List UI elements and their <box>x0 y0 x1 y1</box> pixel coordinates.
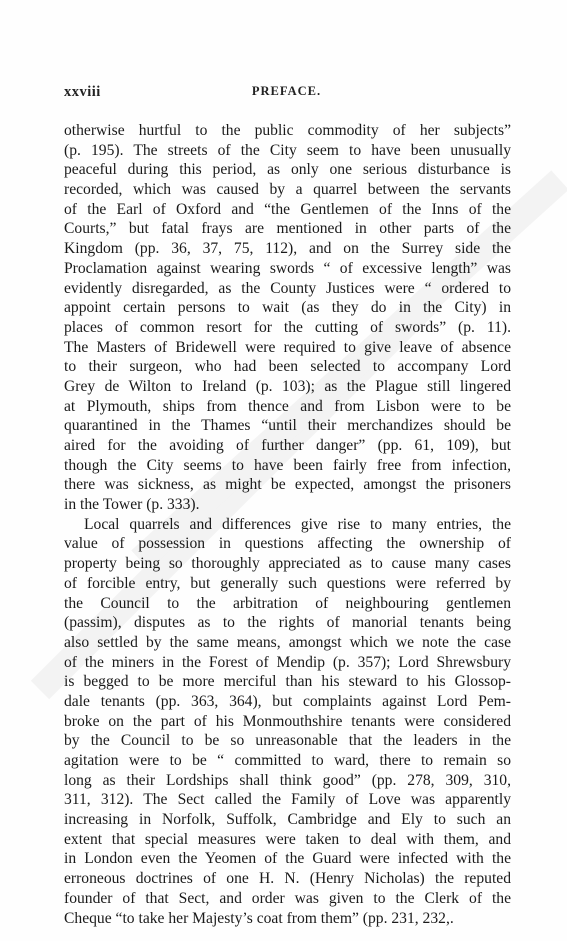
text-line: of the Earl of Oxford and “the Gentlemen of the Inns of the <box>64 200 511 218</box>
text-line: also settled by the same means, amongst which we note the case <box>64 633 511 651</box>
paragraph-2 <box>64 515 511 928</box>
text-line: places of common resort for the cutting of swords” (p. 11). <box>64 318 511 336</box>
text-line: aired for the avoiding of further danger” (pp. 61, 109), but <box>64 437 511 454</box>
text-line: increasing in Norfolk, Suffolk, Cambridge and Ely to such an <box>64 811 511 829</box>
text-line: 311, 312). The Sect called the Family of Love was apparently <box>64 791 511 809</box>
page-header <box>64 84 509 106</box>
text-line: appoint certain persons to wait (as they do in the City) in <box>64 299 511 317</box>
running-head: PREFACE. <box>251 84 322 98</box>
text-line: Local quarrels and differences give rise to many entries, the <box>84 515 511 533</box>
text-line: though the City seems to have been fairly free from infection, <box>64 456 511 474</box>
text-line: there was sickness, as might be expected, amongst the prisoners <box>64 476 511 494</box>
text-line: agitation were to be “ committed to ward, there to remain so <box>64 752 511 769</box>
text-line: recorded, which was caused by a quarrel between the servants <box>64 181 511 199</box>
text-line: at Plymouth, ships from thence and from Lisbon were to be <box>64 397 511 415</box>
text-line: in the Tower (p. 333). <box>64 496 200 514</box>
text-line: property being so thoroughly appreciated as to cause many cases <box>64 555 511 573</box>
text-line: long as their Lordships shall think good” (pp. 278, 309, 310, <box>64 771 511 789</box>
body-text <box>64 121 511 928</box>
text-line: The Masters of Bridewell were required to give leave of absence <box>64 338 511 356</box>
text-line: evidently disregarded, as the County Justices were “ ordered to <box>64 279 511 297</box>
text-line: to their surgeon, who had been selected to accompany Lord <box>64 358 511 376</box>
text-line: otherwise hurtful to the public commodity of her subjects” <box>64 122 511 139</box>
text-line: of forcible entry, but generally such questions were referred by <box>64 574 511 592</box>
text-line: by the Council to be so unreasonable that the leaders in the <box>64 732 511 750</box>
text-line: is begged to be more merciful than his steward to his Glossop- <box>64 673 511 691</box>
text-line: erroneous doctrines of one H. N. (Henry Nicholas) the reputed <box>64 870 511 888</box>
text-line: Proclamation against wearing swords “ of excessive length” was <box>64 259 511 277</box>
text-line: extent that special measures were taken to deal with them, and <box>64 830 511 848</box>
text-line: of the miners in the Forest of Mendip (p. 357); Lord Shrewsbury <box>64 653 511 671</box>
text-line: quarantined in the Thames “until their merchandizes should be <box>64 417 511 435</box>
text-line: Grey de Wilton to Ireland (p. 103); as the Plague still lingered <box>64 377 511 395</box>
text-line: dale tenants (pp. 363, 364), but complaints against Lord Pem- <box>64 692 511 710</box>
text-line: Cheque “to take her Majesty’s coat from them” (pp. 231, 232,. <box>64 909 454 927</box>
text-line: broke on the part of his Monmouthshire tenants were considered <box>64 712 511 730</box>
text-line: peaceful during this period, as only one serious disturbance is <box>64 161 511 179</box>
text-line: the Council to the arbitration of neighbouring gentlemen <box>64 594 511 612</box>
text-line: founder of that Sect, and order was given to the Clerk of the <box>64 889 511 907</box>
text-line: in London even the Yeomen of the Guard were infected with the <box>64 850 511 868</box>
page-number: xxviii <box>64 84 101 100</box>
text-line: (passim), disputes as to the rights of manorial tenants being <box>64 614 511 632</box>
paragraph-1 <box>64 121 511 515</box>
text-line: Kingdom (pp. 36, 37, 75, 112), and on the Surrey side the <box>64 240 511 258</box>
text-line: (p. 195). The streets of the City seem to have been unusually <box>64 141 511 159</box>
text-line: value of possession in questions affecting the ownership of <box>64 535 511 553</box>
text-line: Courts,” but fatal frays are mentioned in other parts of the <box>64 220 511 238</box>
